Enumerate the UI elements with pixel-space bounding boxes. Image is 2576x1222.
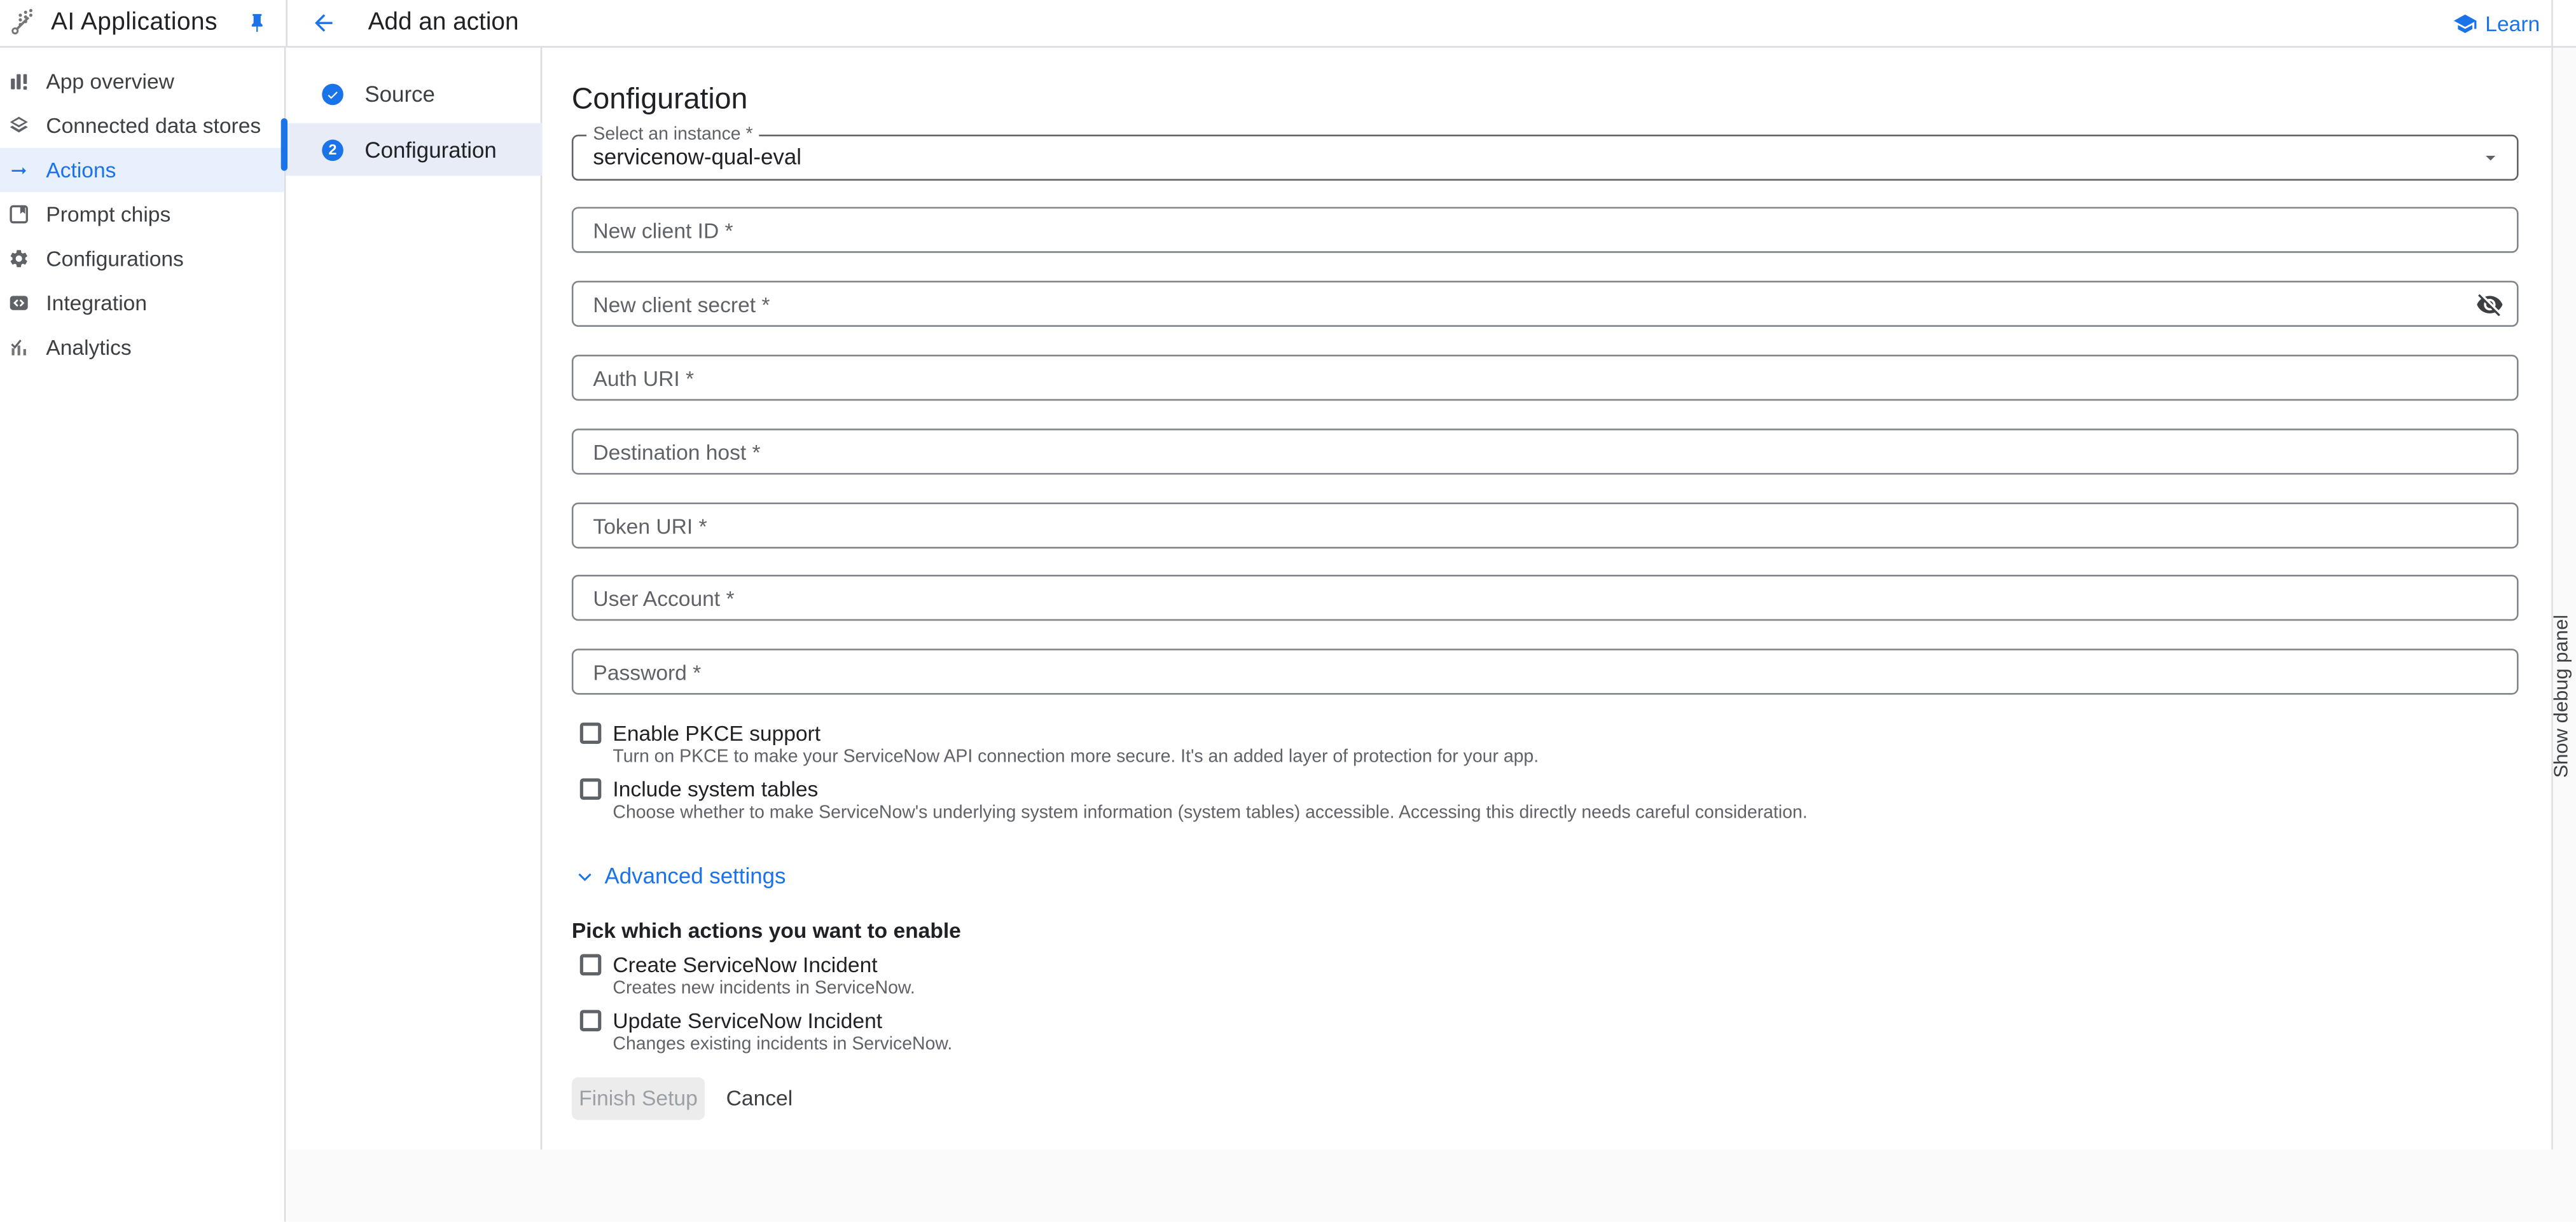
visibility-off-icon[interactable] xyxy=(2476,291,2503,319)
user-account-field xyxy=(572,575,2519,621)
header-divider-right xyxy=(2551,0,2553,46)
include-system-tables-helper: Choose whether to make ServiceNow's underlying system information (system tables) accessible. Accessing this directly needs careful consideration. xyxy=(613,803,1808,823)
learn-label: Learn xyxy=(2485,10,2540,36)
sidebar-item-app-overview[interactable] xyxy=(0,59,284,104)
sidebar-item-actions[interactable] xyxy=(0,148,284,192)
sidebar-item-configurations[interactable] xyxy=(0,237,284,281)
new-client-secret-field xyxy=(572,281,2519,327)
finish-setup-button[interactable]: Finish Setup xyxy=(572,1077,705,1120)
new-client-secret-input[interactable] xyxy=(573,282,2517,325)
prompt-chips-icon xyxy=(8,203,30,225)
header-divider-left xyxy=(286,0,287,46)
create-incident-helper: Creates new incidents in ServiceNow. xyxy=(613,978,915,999)
update-incident-helper: Changes existing incidents in ServiceNow. xyxy=(613,1034,953,1055)
arrow-right-icon xyxy=(8,158,30,181)
pin-icon[interactable] xyxy=(246,11,268,34)
include-system-tables-label: Include system tables xyxy=(613,776,819,802)
sidebar-item-connected-data-stores[interactable] xyxy=(0,104,284,148)
app-overview-icon xyxy=(8,71,30,92)
app-title: AI Applications xyxy=(51,8,218,36)
sidebar-item-label: Actions xyxy=(46,157,116,182)
auth-uri-input[interactable] xyxy=(573,356,2517,399)
step-number-badge: 2 xyxy=(322,139,343,160)
new-client-id-input[interactable] xyxy=(573,209,2517,251)
checkbox-include-system-tables[interactable] xyxy=(580,778,602,800)
destination-host-input[interactable] xyxy=(573,430,2517,473)
page-title: Add an action xyxy=(368,8,519,36)
stepper-panel xyxy=(286,48,542,1150)
sidebar-item-label: Prompt chips xyxy=(46,202,171,227)
update-incident-label: Update ServiceNow Incident xyxy=(613,1008,883,1033)
enable-pkce-label: Enable PKCE support xyxy=(613,720,821,746)
step-configuration[interactable] xyxy=(286,123,542,176)
data-stores-icon xyxy=(8,115,30,137)
learn-link[interactable] xyxy=(2453,0,2540,46)
step-source[interactable] xyxy=(286,72,542,117)
sidebar-item-label: Analytics xyxy=(46,334,132,360)
sidebar-item-prompt-chips[interactable] xyxy=(0,192,284,237)
sidebar-item-analytics[interactable] xyxy=(0,325,284,369)
step-complete-icon xyxy=(322,84,343,106)
password-input[interactable] xyxy=(573,650,2517,693)
back-arrow-icon[interactable] xyxy=(310,10,336,36)
step-label: Configuration xyxy=(364,137,497,162)
step-label: Source xyxy=(364,82,435,107)
sidebar-item-label: Configurations xyxy=(46,246,184,271)
instance-select-label: Select an instance * xyxy=(586,125,759,144)
sidebar-item-label: Connected data stores xyxy=(46,113,261,138)
enable-pkce-helper: Turn on PKCE to make your ServiceNow API connection more secure. It's an added layer of protection for your app. xyxy=(613,747,1539,767)
user-account-input[interactable] xyxy=(573,577,2517,619)
integration-icon xyxy=(8,292,30,314)
auth-uri-field xyxy=(572,355,2519,401)
new-client-id-field xyxy=(572,207,2519,252)
show-debug-panel-label: Show debug panel xyxy=(2549,614,2573,778)
analytics-icon xyxy=(8,336,30,358)
debug-panel-strip xyxy=(2551,48,2576,1150)
instance-select-value: servicenow-qual-eval xyxy=(593,144,801,170)
ai-applications-logo-icon xyxy=(10,8,38,36)
chevron-down-icon[interactable] xyxy=(2479,146,2502,169)
checkbox-create-servicenow-incident[interactable] xyxy=(580,954,602,976)
show-debug-panel-button[interactable] xyxy=(2547,614,2576,778)
sidebar-nav xyxy=(0,48,286,1222)
checkbox-update-servicenow-incident[interactable] xyxy=(580,1010,602,1031)
school-icon xyxy=(2453,11,2477,36)
sidebar-item-label: Integration xyxy=(46,291,148,315)
page-background xyxy=(287,1150,2576,1222)
advanced-settings-toggle[interactable] xyxy=(573,864,786,889)
password-field xyxy=(572,649,2519,694)
sidebar-scrollbar-thumb[interactable] xyxy=(281,118,287,171)
header-bar xyxy=(0,0,2576,48)
sidebar-item-integration[interactable] xyxy=(0,281,284,326)
checkbox-enable-pkce[interactable] xyxy=(580,722,602,744)
create-incident-label: Create ServiceNow Incident xyxy=(613,952,878,977)
gear-icon xyxy=(8,248,30,270)
instance-select[interactable] xyxy=(572,125,2519,181)
actions-section-title: Pick which actions you want to enable xyxy=(571,917,961,943)
chevron-down-icon xyxy=(573,865,596,888)
token-uri-input[interactable] xyxy=(573,504,2517,547)
form-heading: Configuration xyxy=(571,82,748,115)
cancel-button[interactable]: Cancel xyxy=(726,1085,793,1111)
destination-host-field xyxy=(572,429,2519,474)
token-uri-field xyxy=(572,502,2519,548)
advanced-settings-label: Advanced settings xyxy=(604,863,786,889)
sidebar-item-label: App overview xyxy=(46,69,174,94)
